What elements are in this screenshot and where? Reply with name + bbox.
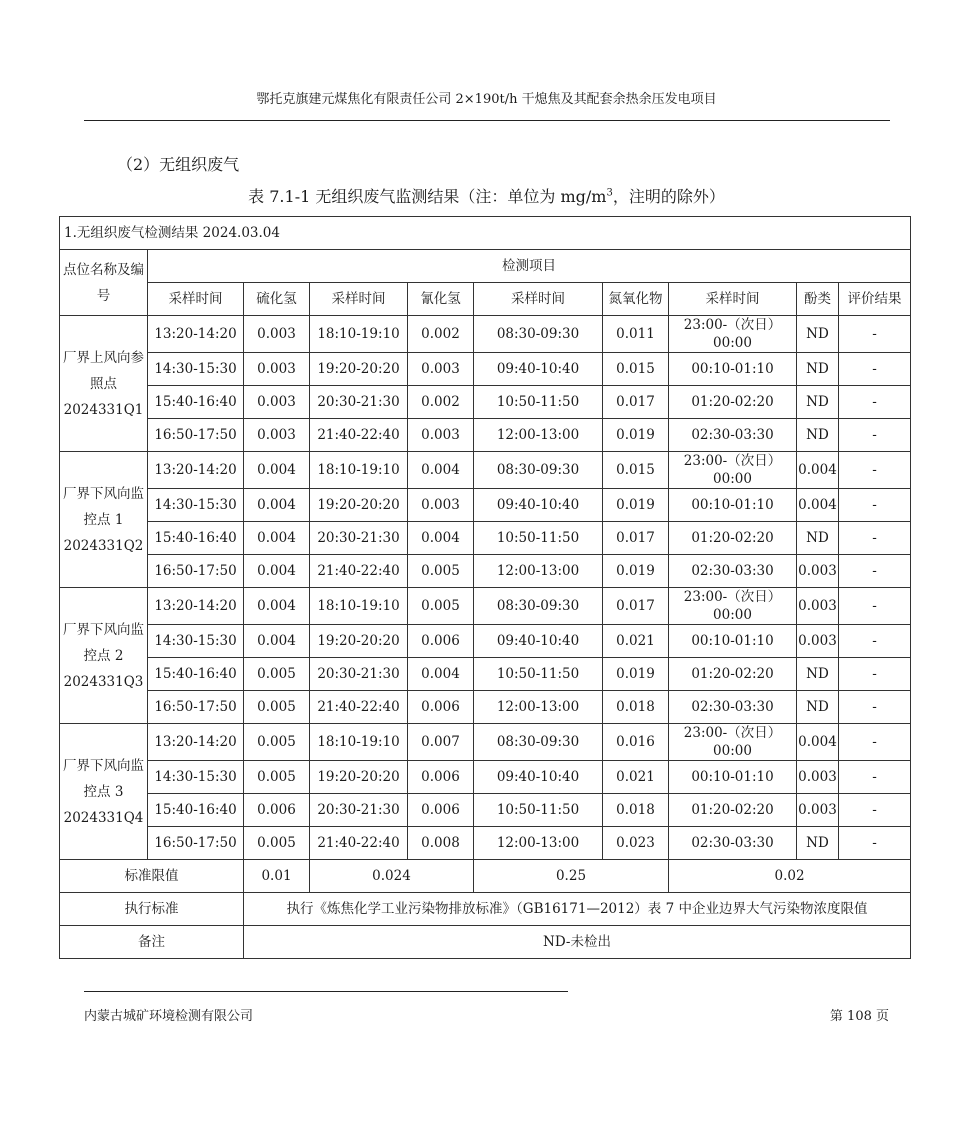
- data-cell: 08:30-09:30: [474, 724, 603, 761]
- data-cell: 0.004: [244, 625, 310, 658]
- column-header: 评价结果: [839, 283, 911, 316]
- limit-hcn: 0.024: [310, 860, 474, 893]
- data-cell: 0.003: [797, 555, 839, 588]
- data-cell: 0.003: [408, 489, 474, 522]
- data-cell: 20:30-21:30: [310, 658, 408, 691]
- data-cell: 0.004: [408, 658, 474, 691]
- point-cell: [60, 588, 148, 724]
- limit-row: [60, 860, 911, 893]
- data-cell: -: [839, 724, 911, 761]
- data-cell: 14:30-15:30: [148, 489, 244, 522]
- table-row: [60, 625, 911, 658]
- data-cell: 0.005: [244, 691, 310, 724]
- data-cell: 0.005: [244, 724, 310, 761]
- data-cell: -: [839, 761, 911, 794]
- data-cell: 0.005: [408, 555, 474, 588]
- data-cell: -: [839, 386, 911, 419]
- point-name: 厂界下风向监控点 1: [63, 485, 144, 528]
- point-name: 厂界下风向监控点 2: [63, 621, 144, 664]
- data-cell: 0.021: [603, 761, 669, 794]
- table-row: [60, 794, 911, 827]
- data-cell: 0.003: [244, 386, 310, 419]
- data-cell: 09:40-10:40: [474, 489, 603, 522]
- data-cell: 0.003: [797, 794, 839, 827]
- footer-company: 内蒙古城矿环境检测有限公司: [84, 1009, 254, 1024]
- data-cell: 18:10-19:10: [310, 316, 408, 353]
- column-header: 采样时间: [148, 283, 244, 316]
- data-cell: 0.002: [408, 386, 474, 419]
- table-row: [60, 691, 911, 724]
- data-cell: 0.003: [408, 419, 474, 452]
- data-cell: 0.021: [603, 625, 669, 658]
- data-cell: 16:50-17:50: [148, 691, 244, 724]
- data-cell: ND: [797, 419, 839, 452]
- data-cell: 0.006: [244, 794, 310, 827]
- data-cell: 14:30-15:30: [148, 353, 244, 386]
- data-cell: 09:40-10:40: [474, 625, 603, 658]
- data-cell: 14:30-15:30: [148, 625, 244, 658]
- table-row: [60, 316, 911, 353]
- data-cell: -: [839, 555, 911, 588]
- data-cell: 0.004: [244, 555, 310, 588]
- title-row: [60, 217, 911, 250]
- data-cell: 15:40-16:40: [148, 386, 244, 419]
- data-cell: 10:50-11:50: [474, 522, 603, 555]
- data-cell: 0.017: [603, 522, 669, 555]
- data-cell: 0.002: [408, 316, 474, 353]
- column-header: 硫化氢: [244, 283, 310, 316]
- point-name: 厂界上风向参照点: [63, 349, 144, 392]
- data-cell: 00:10-01:10: [669, 625, 797, 658]
- column-header: 采样时间: [474, 283, 603, 316]
- data-cell: 16:50-17:50: [148, 827, 244, 860]
- data-cell: 23:00-（次日）00:00: [669, 452, 797, 489]
- data-cell: 00:10-01:10: [669, 761, 797, 794]
- data-cell: 12:00-13:00: [474, 827, 603, 860]
- point-code: 2024331Q2: [63, 537, 144, 554]
- column-header-row: [60, 283, 911, 316]
- data-cell: 0.004: [244, 489, 310, 522]
- data-cell: 0.003: [797, 625, 839, 658]
- data-cell: 0.006: [408, 794, 474, 827]
- data-cell: 15:40-16:40: [148, 794, 244, 827]
- table-row: [60, 419, 911, 452]
- remark-label: 备注: [60, 926, 244, 959]
- data-cell: 0.007: [408, 724, 474, 761]
- data-cell: 18:10-19:10: [310, 588, 408, 625]
- data-cell: 0.015: [603, 452, 669, 489]
- data-cell: ND: [797, 827, 839, 860]
- data-cell: 0.003: [244, 353, 310, 386]
- column-header: 酚类: [797, 283, 839, 316]
- data-cell: 14:30-15:30: [148, 761, 244, 794]
- data-cell: 02:30-03:30: [669, 827, 797, 860]
- data-cell: 08:30-09:30: [474, 316, 603, 353]
- point-name: 厂界下风向监控点 3: [63, 757, 144, 800]
- data-cell: 12:00-13:00: [474, 555, 603, 588]
- table-row: [60, 827, 911, 860]
- data-cell: ND: [797, 691, 839, 724]
- data-cell: 12:00-13:00: [474, 691, 603, 724]
- data-cell: 10:50-11:50: [474, 794, 603, 827]
- data-cell: 01:20-02:20: [669, 386, 797, 419]
- caption-tail: ，注明的除外）: [612, 187, 725, 206]
- data-cell: 13:20-14:20: [148, 724, 244, 761]
- data-cell: 0.023: [603, 827, 669, 860]
- data-cell: 0.018: [603, 691, 669, 724]
- data-cell: 20:30-21:30: [310, 386, 408, 419]
- data-cell: 20:30-21:30: [310, 794, 408, 827]
- data-cell: 20:30-21:30: [310, 522, 408, 555]
- point-cell: [60, 452, 148, 588]
- table-row: [60, 658, 911, 691]
- data-cell: 0.006: [408, 761, 474, 794]
- data-cell: -: [839, 588, 911, 625]
- point-cell: [60, 724, 148, 860]
- data-cell: -: [839, 794, 911, 827]
- data-cell: 15:40-16:40: [148, 658, 244, 691]
- data-cell: ND: [797, 316, 839, 353]
- data-cell: 19:20-20:20: [310, 353, 408, 386]
- data-cell: 21:40-22:40: [310, 827, 408, 860]
- data-cell: -: [839, 316, 911, 353]
- data-cell: 16:50-17:50: [148, 555, 244, 588]
- data-cell: 13:20-14:20: [148, 316, 244, 353]
- standard-label: 执行标准: [60, 893, 244, 926]
- header-row: [60, 250, 911, 283]
- data-cell: ND: [797, 522, 839, 555]
- data-cell: 0.003: [244, 316, 310, 353]
- monitoring-table: [59, 216, 911, 959]
- data-cell: 12:00-13:00: [474, 419, 603, 452]
- items-header-cell: 检测项目: [148, 250, 911, 283]
- data-cell: 19:20-20:20: [310, 761, 408, 794]
- data-cell: 02:30-03:30: [669, 691, 797, 724]
- data-cell: 13:20-14:20: [148, 588, 244, 625]
- data-cell: 09:40-10:40: [474, 761, 603, 794]
- data-cell: 0.004: [408, 522, 474, 555]
- data-cell: 23:00-（次日）00:00: [669, 316, 797, 353]
- data-cell: 21:40-22:40: [310, 419, 408, 452]
- data-cell: 0.017: [603, 386, 669, 419]
- remark-row: [60, 926, 911, 959]
- data-cell: 0.004: [797, 489, 839, 522]
- remark-text: ND-未检出: [244, 926, 911, 959]
- data-cell: 02:30-03:30: [669, 555, 797, 588]
- data-cell: 18:10-19:10: [310, 452, 408, 489]
- data-cell: 0.011: [603, 316, 669, 353]
- data-cell: 0.015: [603, 353, 669, 386]
- data-cell: 0.019: [603, 489, 669, 522]
- table-title-cell: 1.无组织废气检测结果 2024.03.04: [60, 217, 911, 250]
- data-cell: 13:20-14:20: [148, 452, 244, 489]
- limit-label: 标准限值: [60, 860, 244, 893]
- section-heading: （2）无组织废气: [117, 155, 240, 174]
- data-cell: 21:40-22:40: [310, 555, 408, 588]
- data-cell: -: [839, 827, 911, 860]
- table-caption: [0, 184, 973, 207]
- point-code: 2024331Q4: [63, 809, 144, 826]
- data-cell: 02:30-03:30: [669, 419, 797, 452]
- data-cell: -: [839, 658, 911, 691]
- data-cell: 19:20-20:20: [310, 489, 408, 522]
- data-cell: 08:30-09:30: [474, 588, 603, 625]
- data-cell: -: [839, 522, 911, 555]
- data-cell: 0.003: [408, 353, 474, 386]
- column-header: 采样时间: [669, 283, 797, 316]
- table-row: [60, 386, 911, 419]
- data-cell: -: [839, 419, 911, 452]
- point-header-cell: 点位名称及编号: [60, 250, 148, 316]
- data-cell: 0.004: [408, 452, 474, 489]
- data-cell: ND: [797, 353, 839, 386]
- data-cell: 10:50-11:50: [474, 658, 603, 691]
- data-cell: 19:20-20:20: [310, 625, 408, 658]
- data-cell: -: [839, 489, 911, 522]
- column-header: 氰化氢: [408, 283, 474, 316]
- limit-h2s: 0.01: [244, 860, 310, 893]
- column-header: 氮氧化物: [603, 283, 669, 316]
- table-row: [60, 588, 911, 625]
- data-cell: 00:10-01:10: [669, 353, 797, 386]
- data-cell: ND: [797, 386, 839, 419]
- standard-text: 执行《炼焦化学工业污染物排放标准》（GB16171—2012）表 7 中企业边界大气污染物浓度限值: [244, 893, 911, 926]
- data-cell: -: [839, 353, 911, 386]
- data-cell: 0.003: [244, 419, 310, 452]
- data-cell: 01:20-02:20: [669, 522, 797, 555]
- page-header: 鄂托克旗建元煤焦化有限责任公司 2×190t/h 干熄焦及其配套余热余压发电项目: [256, 92, 717, 107]
- data-cell: 0.018: [603, 794, 669, 827]
- data-cell: 0.004: [797, 724, 839, 761]
- data-cell: 0.004: [797, 452, 839, 489]
- data-cell: 0.008: [408, 827, 474, 860]
- data-cell: 0.006: [408, 691, 474, 724]
- data-cell: 0.005: [244, 761, 310, 794]
- data-cell: 0.005: [408, 588, 474, 625]
- page-number: 第 108 页: [829, 1009, 889, 1024]
- footer-rule: [84, 991, 568, 992]
- table-row: [60, 724, 911, 761]
- data-cell: 21:40-22:40: [310, 691, 408, 724]
- limit-nox: 0.25: [474, 860, 669, 893]
- limit-phenol: 0.02: [669, 860, 911, 893]
- data-cell: 0.004: [244, 588, 310, 625]
- data-cell: 0.019: [603, 658, 669, 691]
- data-cell: -: [839, 625, 911, 658]
- data-cell: 0.003: [797, 588, 839, 625]
- data-cell: 0.016: [603, 724, 669, 761]
- column-header: 采样时间: [310, 283, 408, 316]
- data-cell: 10:50-11:50: [474, 386, 603, 419]
- data-cell: 0.005: [244, 827, 310, 860]
- data-cell: -: [839, 691, 911, 724]
- caption-sup: 3: [606, 187, 613, 199]
- data-cell: 15:40-16:40: [148, 522, 244, 555]
- data-cell: 0.019: [603, 419, 669, 452]
- data-cell: 0.004: [244, 452, 310, 489]
- standard-row: [60, 893, 911, 926]
- data-cell: 00:10-01:10: [669, 489, 797, 522]
- table-row: [60, 761, 911, 794]
- data-cell: 01:20-02:20: [669, 658, 797, 691]
- caption-main: 表 7.1-1 无组织废气监测结果（注：单位为 mg/m: [248, 187, 607, 206]
- data-cell: 09:40-10:40: [474, 353, 603, 386]
- data-cell: 0.005: [244, 658, 310, 691]
- data-cell: 18:10-19:10: [310, 724, 408, 761]
- data-cell: 01:20-02:20: [669, 794, 797, 827]
- table-row: [60, 353, 911, 386]
- data-cell: 0.017: [603, 588, 669, 625]
- point-code: 2024331Q3: [63, 673, 144, 690]
- data-cell: 23:00-（次日）00:00: [669, 588, 797, 625]
- table-row: [60, 555, 911, 588]
- data-cell: 0.004: [244, 522, 310, 555]
- header-rule: [84, 120, 890, 121]
- data-cell: 0.019: [603, 555, 669, 588]
- table-body: [60, 217, 911, 959]
- data-cell: 16:50-17:50: [148, 419, 244, 452]
- data-cell: 0.006: [408, 625, 474, 658]
- data-cell: 08:30-09:30: [474, 452, 603, 489]
- data-cell: ND: [797, 658, 839, 691]
- data-cell: 0.003: [797, 761, 839, 794]
- data-cell: 23:00-（次日）00:00: [669, 724, 797, 761]
- point-cell: [60, 316, 148, 452]
- point-code: 2024331Q1: [63, 401, 144, 418]
- table-row: [60, 522, 911, 555]
- table-row: [60, 452, 911, 489]
- data-cell: -: [839, 452, 911, 489]
- table-row: [60, 489, 911, 522]
